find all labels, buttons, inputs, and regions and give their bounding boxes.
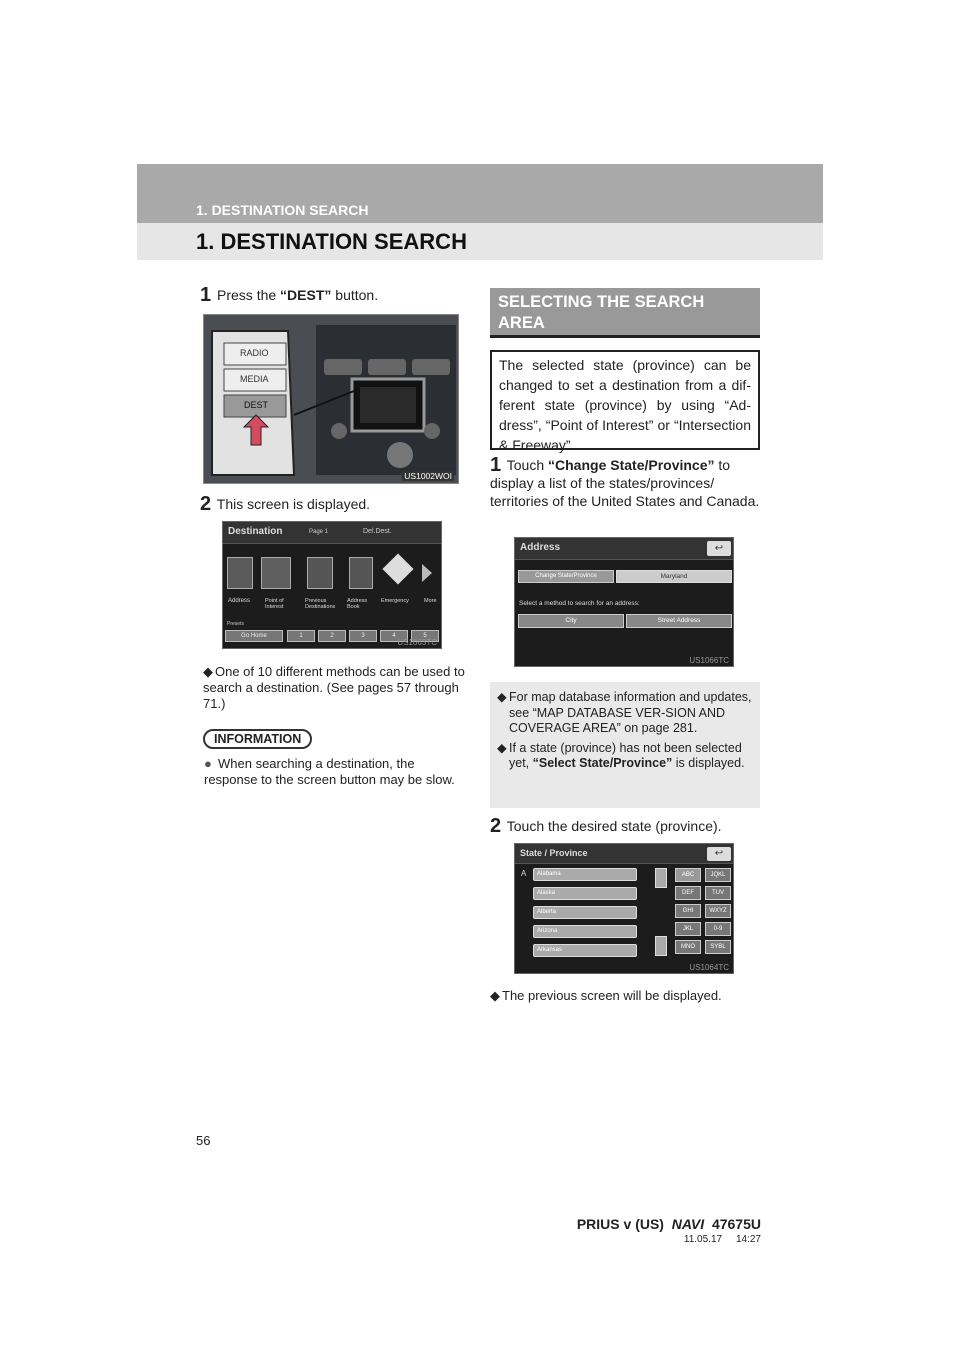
state-province-screen (514, 843, 734, 974)
key-button: MNO (675, 940, 701, 954)
poi-icon (261, 557, 291, 589)
section-title: SELECTING THE SEARCH AREA (498, 293, 705, 332)
note-text-part: If a state (province) has not been selected yet, (509, 740, 742, 770)
diamond-bullet-icon: ◆ (497, 690, 507, 704)
left-step-1 (200, 286, 378, 304)
step-text: button. (331, 287, 379, 303)
select-state-ref: “Select State/Province” (532, 756, 673, 770)
right-step-1 (490, 456, 760, 510)
key-button: JKL (675, 922, 701, 936)
media-button-label: MEDIA (240, 374, 269, 384)
state-item: Alaska (533, 887, 637, 900)
information-label: INFORMATION (203, 729, 312, 749)
page-number: 56 (196, 1133, 211, 1148)
diamond-bullet-icon: ◆ (497, 740, 507, 755)
left-step-2 (200, 495, 370, 513)
back-arrow-icon: ↩ (707, 541, 731, 556)
preset-4: 4 (380, 630, 408, 642)
destination-screen (222, 521, 442, 649)
state-item: Arkansas (533, 944, 637, 957)
section-intro-box: The selected state (province) can be changed to set a destination from a dif-ferent state (province) by using “Ad-dress”, “Point of Interest” or “Intersection & Freeway”. (490, 350, 760, 450)
state-value: Maryland (616, 570, 732, 583)
radio-button-label: RADIO (240, 348, 269, 358)
key-button: WXYZ (705, 904, 731, 918)
menu-address-book: Address Book (347, 598, 368, 610)
search-prompt: Select a method to search for an address: (519, 600, 640, 607)
page-title: 1. DESTINATION SEARCH (196, 229, 467, 254)
key-button: DEF (675, 886, 701, 900)
information-text (204, 756, 466, 788)
more-arrow-icon (422, 564, 432, 582)
key-button: ABC (675, 868, 701, 882)
step-text: to display a list of the states/provinces/ territories of the United States and Canada. (490, 457, 760, 509)
key-button: JQKL (705, 868, 731, 882)
screen-caption: US1064TC (689, 963, 729, 972)
scroll-down-icon (655, 936, 667, 956)
model-name: PRIUS v (US) (576, 1216, 672, 1232)
preset-5: 5 (411, 630, 439, 642)
state-item: Alabama (533, 868, 637, 881)
left-bullet (203, 664, 466, 712)
menu-previous: Previous Destinations (305, 598, 336, 610)
change-state-ref: “Change State/Province” (548, 457, 715, 473)
bullet-text: The previous screen will be displayed. (502, 988, 722, 1003)
screen-title: State / Province (520, 848, 588, 858)
key-button: TUV (705, 886, 731, 900)
scroll-up-icon (655, 868, 667, 888)
dash-photo (203, 314, 459, 484)
print-date: 11.05.17 14:27 (683, 1234, 761, 1245)
street-address-button: Street Address (626, 614, 732, 628)
note-text (509, 741, 753, 772)
preset-2: 2 (318, 630, 346, 642)
note-1 (497, 690, 753, 737)
screen-caption: US1066TC (689, 656, 729, 665)
change-state-button: Change State/Province (518, 570, 614, 583)
screen-page: Page 1 (309, 529, 329, 535)
step-number: 2 (490, 815, 502, 837)
menu-poi: Point of Interest (265, 598, 284, 610)
screen-caption: US1063TC (397, 638, 437, 647)
right-bullet (490, 988, 760, 1004)
step-text: Touch (506, 457, 549, 473)
info-body: When searching a destination, the response to the screen button may be slow. (204, 756, 455, 787)
city-button: City (518, 614, 624, 628)
right-step-2 (490, 817, 722, 835)
preset-1: 1 (287, 630, 315, 642)
note-2 (497, 741, 753, 772)
menu-more: More (424, 598, 437, 604)
del-dest-label: Del.Dest. (363, 528, 392, 535)
key-button: 0-9 (705, 922, 731, 936)
screen-title: Destination (228, 526, 283, 537)
key-button: SYBL (705, 940, 731, 954)
step-number: 1 (490, 454, 502, 476)
dot-bullet-icon: ● (204, 756, 212, 771)
menu-address: Address (228, 598, 251, 604)
dest-button-ref: “DEST” (280, 287, 332, 303)
presets-label: Presets (227, 621, 244, 627)
model-code: 47675U (704, 1216, 761, 1232)
previous-destinations-icon (307, 557, 333, 589)
address-screen (514, 537, 734, 667)
diamond-bullet-icon: ◆ (490, 988, 500, 1003)
photo-caption: US1002WOI (404, 471, 452, 481)
address-book-icon (349, 557, 373, 589)
menu-emergency: Emergency (381, 598, 409, 604)
step-text: This screen is displayed. (216, 496, 371, 512)
dashboard-illustration (204, 315, 459, 484)
notes-box (490, 682, 760, 808)
model-navi: NAVI (671, 1216, 705, 1232)
emergency-icon (382, 553, 413, 584)
address-icon (227, 557, 253, 589)
dest-button-label: DEST (244, 400, 269, 410)
note-text-part: is displayed. (672, 756, 745, 770)
section-label: 1. DESTINATION SEARCH (196, 202, 369, 218)
state-item: Arizona (533, 925, 637, 938)
diamond-bullet-icon: ◆ (203, 664, 213, 679)
bullet-text: One of 10 different methods can be used to search a destination. (See pages 57 through 71.) (203, 664, 465, 711)
step-text: Press the (217, 287, 281, 303)
step-text: Touch the desired state (province). (506, 818, 722, 834)
preset-3: 3 (349, 630, 377, 642)
letter-index: A (521, 869, 527, 878)
step-number: 2 (200, 493, 212, 515)
state-item: Alberta (533, 906, 637, 919)
step-number: 1 (200, 284, 212, 306)
key-button: GHI (675, 904, 701, 918)
back-arrow-icon: ↩ (707, 847, 731, 861)
screen-title: Address (520, 542, 561, 553)
model-label (577, 1216, 761, 1232)
note-text: For map database information and updates, see “MAP DATABASE VER-SION AND COVERAGE AREA” on page 281. (509, 690, 752, 735)
preset-go-home: Go Home (225, 630, 283, 642)
